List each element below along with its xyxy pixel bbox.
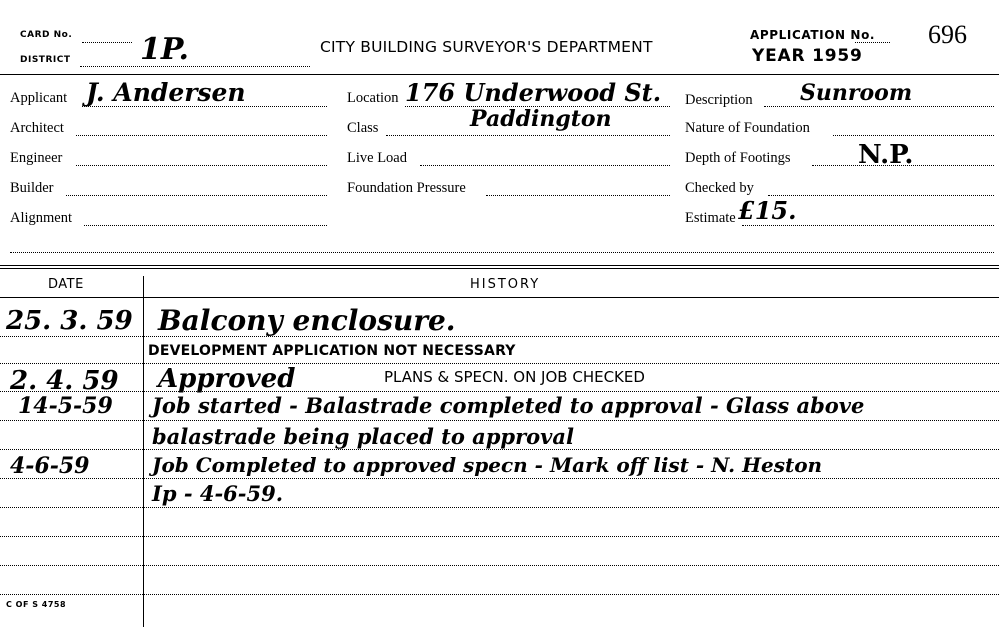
rule bbox=[0, 336, 999, 337]
checked-line bbox=[768, 195, 994, 196]
alignment-label: Alignment bbox=[10, 210, 73, 226]
rule bbox=[0, 594, 999, 595]
entry-stamp: DEVELOPMENT APPLICATION NOT NECESSARY bbox=[148, 343, 516, 359]
architect-line bbox=[76, 135, 327, 136]
application-no-value: 696 bbox=[928, 20, 967, 49]
depth-value: N.P. bbox=[858, 140, 914, 170]
engineer-line bbox=[76, 165, 327, 166]
depth-label: Depth of Footings bbox=[685, 150, 791, 166]
date-column-divider bbox=[143, 276, 144, 627]
builder-line bbox=[66, 195, 327, 196]
applicant-label: Applicant bbox=[10, 90, 68, 106]
entry-text: Job started - Balastrade completed to approval - Glass above bbox=[152, 393, 865, 418]
rule bbox=[0, 536, 999, 537]
rule bbox=[0, 565, 999, 566]
class-line bbox=[386, 135, 670, 136]
location-value: 176 Underwood St. bbox=[405, 78, 662, 107]
applicant-value: J. Andersen bbox=[86, 78, 246, 107]
class-label: Class bbox=[347, 120, 379, 136]
year-label: YEAR 1959 bbox=[752, 46, 863, 66]
entry-date: 14-5-59 bbox=[18, 393, 113, 419]
rule bbox=[0, 507, 999, 508]
card-no-label: CARD No. bbox=[20, 30, 73, 40]
builder-label: Builder bbox=[10, 180, 54, 196]
form-code: C OF S 4758 bbox=[6, 600, 67, 609]
estimate-label: Estimate bbox=[685, 210, 736, 226]
architect-label: Architect bbox=[10, 120, 64, 136]
engineer-label: Engineer bbox=[10, 150, 63, 166]
history-top-rule bbox=[0, 265, 999, 269]
description-value: Sunroom bbox=[800, 80, 913, 106]
location-value-2: Paddington bbox=[470, 106, 612, 132]
district-value: 1P. bbox=[140, 32, 189, 67]
date-header: DATE bbox=[48, 277, 84, 292]
nature-label: Nature of Foundation bbox=[685, 120, 810, 136]
entry-date: 25. 3. 59 bbox=[6, 306, 133, 336]
entry-text: Ip - 4-6-59. bbox=[152, 481, 284, 506]
rule bbox=[0, 363, 999, 364]
rule bbox=[0, 420, 999, 421]
description-label: Description bbox=[685, 92, 753, 108]
entry-date: 4-6-59 bbox=[10, 453, 90, 479]
district-line bbox=[80, 66, 310, 67]
foundation-pressure-line bbox=[486, 195, 670, 196]
district-label: DISTRICT bbox=[20, 55, 71, 65]
entry-date: 2. 4. 59 bbox=[10, 366, 119, 396]
entry-text: Balcony enclosure. bbox=[158, 304, 456, 337]
alignment-line bbox=[84, 225, 327, 226]
nature-line bbox=[833, 135, 994, 136]
checked-label: Checked by bbox=[685, 180, 754, 196]
application-no-label: APPLICATION No. bbox=[750, 28, 876, 42]
history-header-rule bbox=[0, 297, 999, 298]
live-load-line bbox=[420, 165, 670, 166]
location-label: Location bbox=[347, 90, 399, 106]
header-rule bbox=[0, 74, 999, 75]
rule bbox=[0, 449, 999, 450]
estimate-line bbox=[742, 225, 994, 226]
foundation-pressure-label: Foundation Pressure bbox=[347, 180, 466, 196]
entry-text: Job Completed to approved specn - Mark off list - N. Heston bbox=[152, 453, 823, 477]
estimate-value: £15. bbox=[738, 196, 797, 225]
fields-bottom-line bbox=[10, 252, 994, 253]
entry-text: Approved bbox=[158, 364, 296, 394]
card-no-line bbox=[82, 42, 132, 43]
rule bbox=[0, 391, 999, 392]
rule bbox=[0, 478, 999, 479]
live-load-label: Live Load bbox=[347, 150, 407, 166]
application-no-line bbox=[855, 42, 890, 43]
description-line bbox=[764, 106, 994, 107]
history-header: HISTORY bbox=[470, 277, 541, 292]
department-title: CITY BUILDING SURVEYOR'S DEPARTMENT bbox=[320, 38, 653, 56]
entry-stamp: PLANS & SPECN. ON JOB CHECKED bbox=[384, 368, 645, 386]
entry-text: balastrade being placed to approval bbox=[152, 424, 574, 449]
